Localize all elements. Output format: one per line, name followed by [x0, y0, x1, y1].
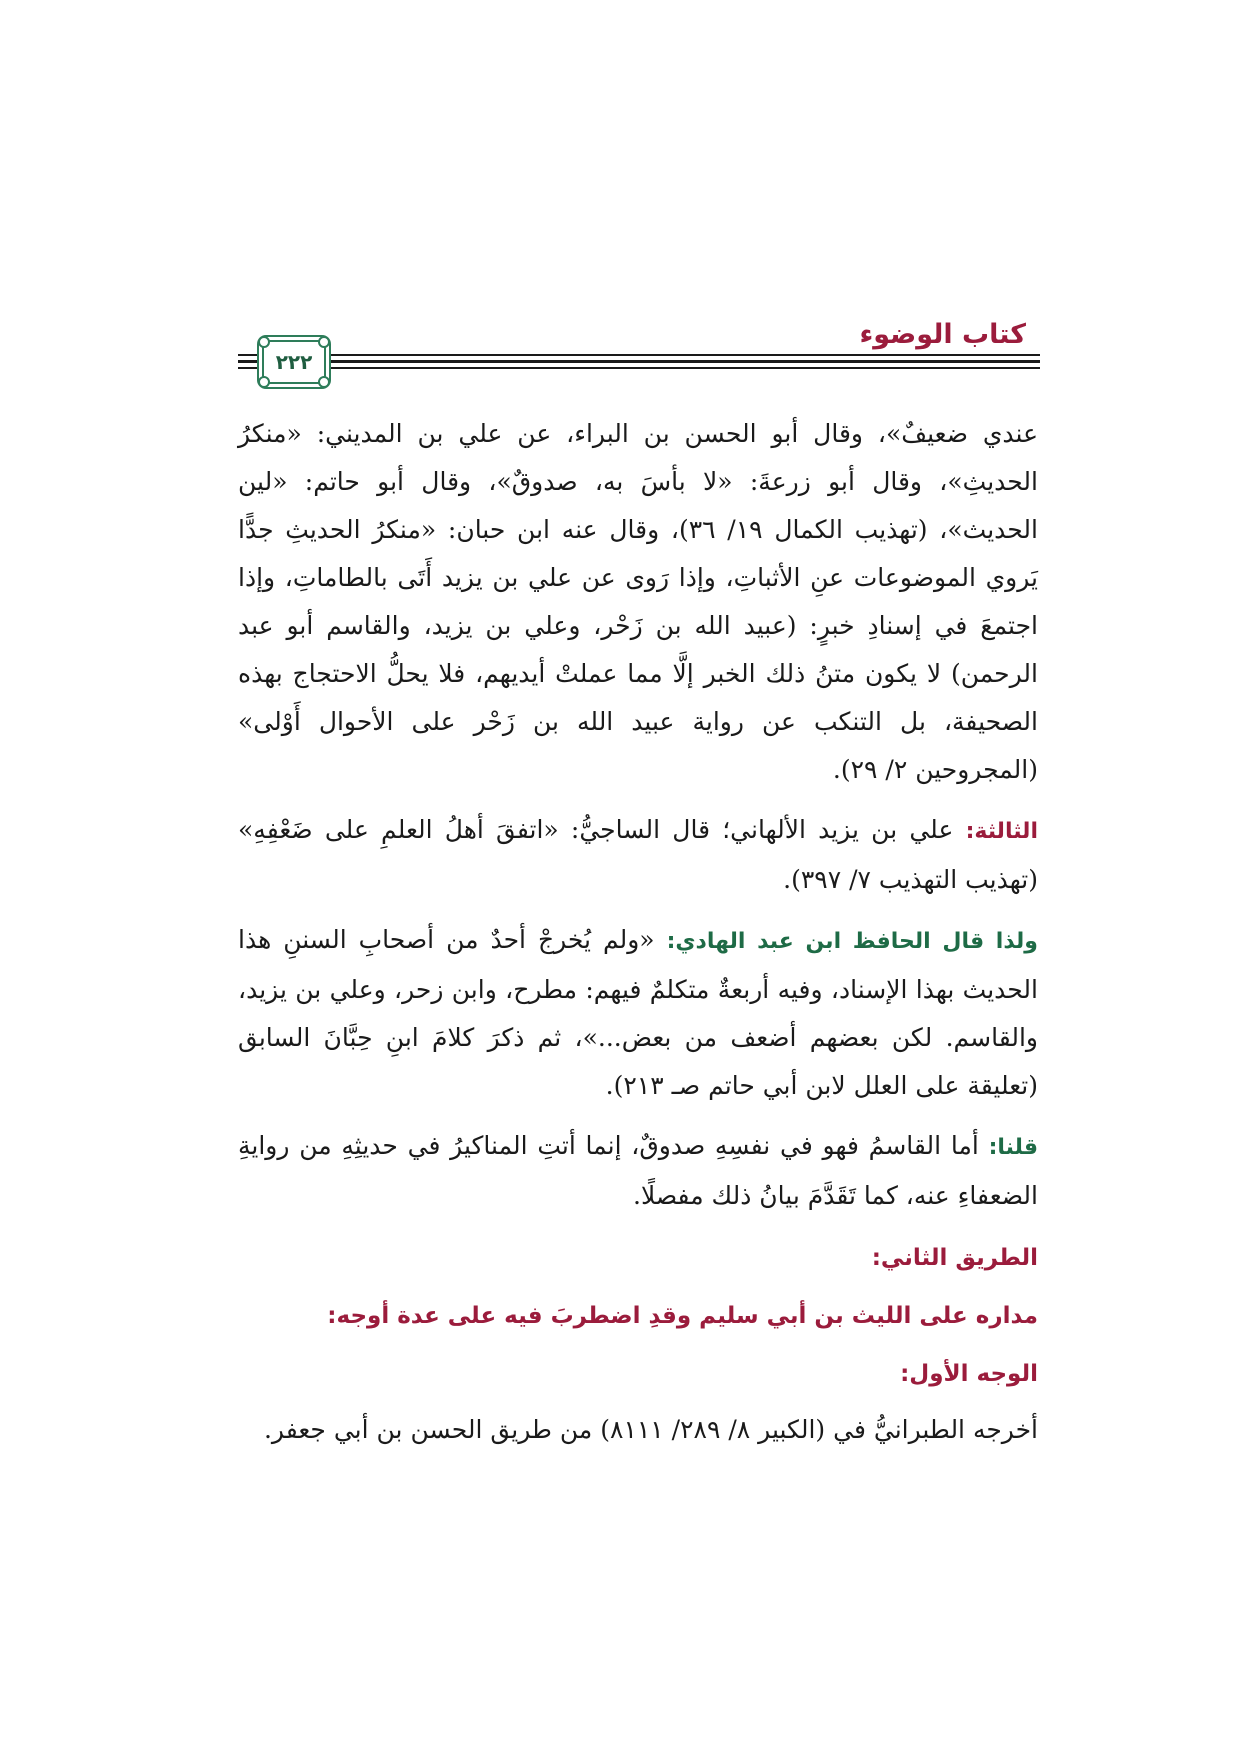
paragraph: أخرجه الطبرانيُّ في (الكبير ٨/ ٢٨٩/ ٨١١١) من طريق الحسن بن أبي جعفر. — [263, 1415, 1038, 1444]
section-heading: الطريق الثاني: — [871, 1245, 1038, 1271]
paragraph-text: «ولم يُخرجْ أحدٌ من أصحابِ السننِ هذا الحديث بهذا الإسناد، وفيه أربعةٌ متكلمٌ فيهم: مطرح، وابن زحر، وعلي بن يزيد، والقاسم. لكن بعضهم أضعف من بعض...»، ثم ذكرَ كلامَ ابنِ حِبَّانَ السابق (تعليقة على العلل لابن أبي حاتم صـ ٢١٣). — [238, 925, 1038, 1100]
paragraph-label: ولذا قال الحافظ ابن عبد الهادي: — [666, 929, 1038, 954]
book-title: كتاب الوضوء — [859, 319, 1026, 350]
paragraph-text: علي بن يزيد الألهاني؛ قال الساجيُّ: «اتفقَ أهلُ العلمِ على ضَعْفِهِ» (تهذيب التهذيب ٧/ ٣٩٧). — [238, 815, 1038, 894]
header-rule — [238, 360, 1040, 363]
paragraph-label: الثالثة: — [965, 819, 1038, 844]
section-heading: الوجه الأول: — [900, 1361, 1038, 1387]
paragraph: عندي ضعيفٌ»، وقال أبو الحسن بن البراء، عن علي بن المديني: «منكرُ الحديثِ»، وقال أبو زرعةَ: «لا بأسَ به، صدوقٌ»، وقال أبو حاتم: «لين الحديث»، (تهذيب الكمال ١٩/ ٣٦)، وقال عنه ابن حبان: «منكرُ الحديثِ جدًّا يَروي الموضوعات عنِ الأثباتِ، وإذا رَوى عن علي بن يزيد أَتَى بالطاماتِ، وإذا اجتمعَ في إسنادِ خبرٍ: (عبيد الله بن زَحْر، وعلي بن يزيد، والقاسم أبو عبد الرحمن) لا يكون متنُ ذلك الخبر إلَّا مما عملتْ أيديهم، فلا يحلُّ الاحتجاج بهذه الصحيفة، بل التنكب عن رواية عبيد الله بن زَحْر على الأحوال أَوْلى» (المجروحين ٢/ ٢٩). — [238, 419, 1038, 784]
paragraph — [238, 916, 1038, 1110]
paragraph-label: قلنا: — [988, 1135, 1038, 1160]
paragraph-text: أما القاسمُ فهو في نفسِهِ صدوقٌ، إنما أتتِ المناكيرُ في حديثِهِ من روايةِ الضعفاءِ عنه، كما تَقَدَّمَ بيانُ ذلك مفصلًا. — [238, 1131, 1038, 1210]
ornament-icon — [318, 336, 330, 348]
header-rule — [238, 367, 1040, 369]
page-body — [238, 410, 1038, 1466]
paragraph — [238, 1122, 1038, 1220]
ornament-icon — [258, 336, 270, 348]
page-number: ٢٢٢ — [275, 350, 313, 374]
page-number-badge — [262, 340, 326, 384]
ornament-icon — [258, 376, 270, 388]
header-rule — [238, 354, 1040, 356]
page-header — [238, 318, 1040, 394]
ornament-icon — [318, 376, 330, 388]
section-heading: مداره على الليث بن أبي سليم وقدِ اضطربَ فيه على عدة أوجه: — [327, 1303, 1038, 1329]
paragraph — [238, 806, 1038, 904]
